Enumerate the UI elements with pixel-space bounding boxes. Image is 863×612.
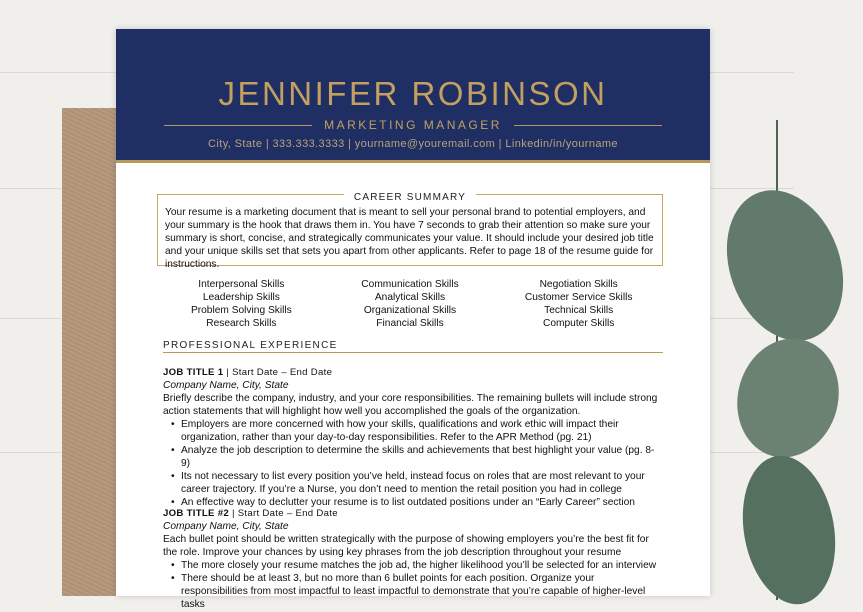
skill-item: Organizational Skills [363, 305, 457, 316]
skill-item: Customer Service Skills [524, 292, 633, 303]
job-bullets [163, 559, 663, 611]
career-summary-box [157, 192, 663, 270]
gold-divider [164, 125, 312, 126]
experience-heading: PROFESSIONAL EXPERIENCE [163, 340, 338, 351]
section-divider [163, 352, 663, 353]
candidate-job-title: MARKETING MANAGER [324, 118, 502, 132]
skill-item: Computer Skills [542, 318, 615, 329]
career-summary-heading: CAREER SUMMARY [344, 192, 476, 203]
skill-item: Interpersonal Skills [198, 279, 285, 290]
skill-item: Research Skills [206, 318, 277, 329]
company-line: Company Name, City, State [163, 521, 289, 532]
skill-item: Leadership Skills [202, 292, 280, 303]
skill-item: Analytical Skills [374, 292, 446, 303]
job-bullet: • Its not necessary to list every position you’ve held, instead focus on roles that are most relevant to your career trajectory. If you’re a Nurse, you don’t need to mention the retail position you had in college [181, 470, 663, 496]
job-bullets [163, 418, 663, 509]
eucalyptus-leaf [707, 174, 863, 357]
job-entry [163, 366, 663, 509]
job-bullet: • An effective way to declutter your resume is to list outdated positions under an “Early Career” section [181, 496, 663, 509]
contact-line: City, State | 333.333.3333 | yourname@youremail.com | Linkedin/in/yourname [208, 138, 618, 150]
job-bullet: • Employers are more concerned with how your skills, qualifications and work ethic will impact their organization, rather than your day-to-day responsibilities. Refer to the APR Method (pg. 21) [181, 418, 663, 444]
gold-divider [514, 125, 662, 126]
skills-grid [157, 278, 663, 330]
resume-header [116, 29, 710, 163]
skill-item: Technical Skills [544, 305, 614, 316]
skill-item: Problem Solving Skills [190, 305, 292, 316]
job-description: Briefly describe the company, industry, and your core responsibilities. The remaining bullets will include strong action statements that will highlight how well you accomplished the goals of the organization. [163, 393, 658, 417]
eucalyptus-leaf [732, 448, 847, 611]
job-bullet: • The more closely your resume matches the job ad, the higher likelihood you’ll be selected for an interview [181, 559, 663, 572]
skill-item: Negotiation Skills [539, 279, 618, 290]
job-description: Each bullet point should be written strategically with the purpose of showing employers you’re the best fit for the role. Improve your chances by using key phrases from the job description throughout your resume [163, 534, 649, 558]
job-bullet: • There should be at least 3, but no more than 6 bullet points for each position. Organize your responsibilities from most impactful to least impactful to demonstrate that you’re capable of higher-level tasks [181, 572, 663, 611]
job-title-row [164, 117, 662, 133]
job-dates: | Start Date – End Date [228, 508, 338, 519]
job-title-line [163, 507, 663, 520]
company-line: Company Name, City, State [163, 380, 289, 391]
job-title-line [163, 366, 663, 379]
skill-item: Financial Skills [376, 318, 444, 329]
eucalyptus-leaf [724, 327, 852, 469]
job-title: JOB TITLE 1 [163, 367, 224, 378]
job-entry [163, 507, 663, 611]
job-title: JOB TITLE #2 [163, 508, 229, 519]
candidate-name: JENNIFER ROBINSON [218, 75, 608, 112]
resume-page [116, 29, 710, 610]
career-summary-text: Your resume is a marketing document that is meant to sell your personal brand to potential employers, and your summary is the hook that draws them in. You have 7 seconds to grab their attention so make sure your summary is short, concise, and strategically communicates your value. It should include your desired job title and your unique skills set that sets you apart from other applicants. Refer to page 18 of the resume guide for instructions. [165, 207, 654, 270]
skill-item: Communication Skills [361, 279, 459, 290]
job-bullet: • Analyze the job description to determine the skills and achievements that best highlight your value (pg. 8-9) [181, 444, 663, 470]
job-dates: | Start Date – End Date [223, 367, 333, 378]
